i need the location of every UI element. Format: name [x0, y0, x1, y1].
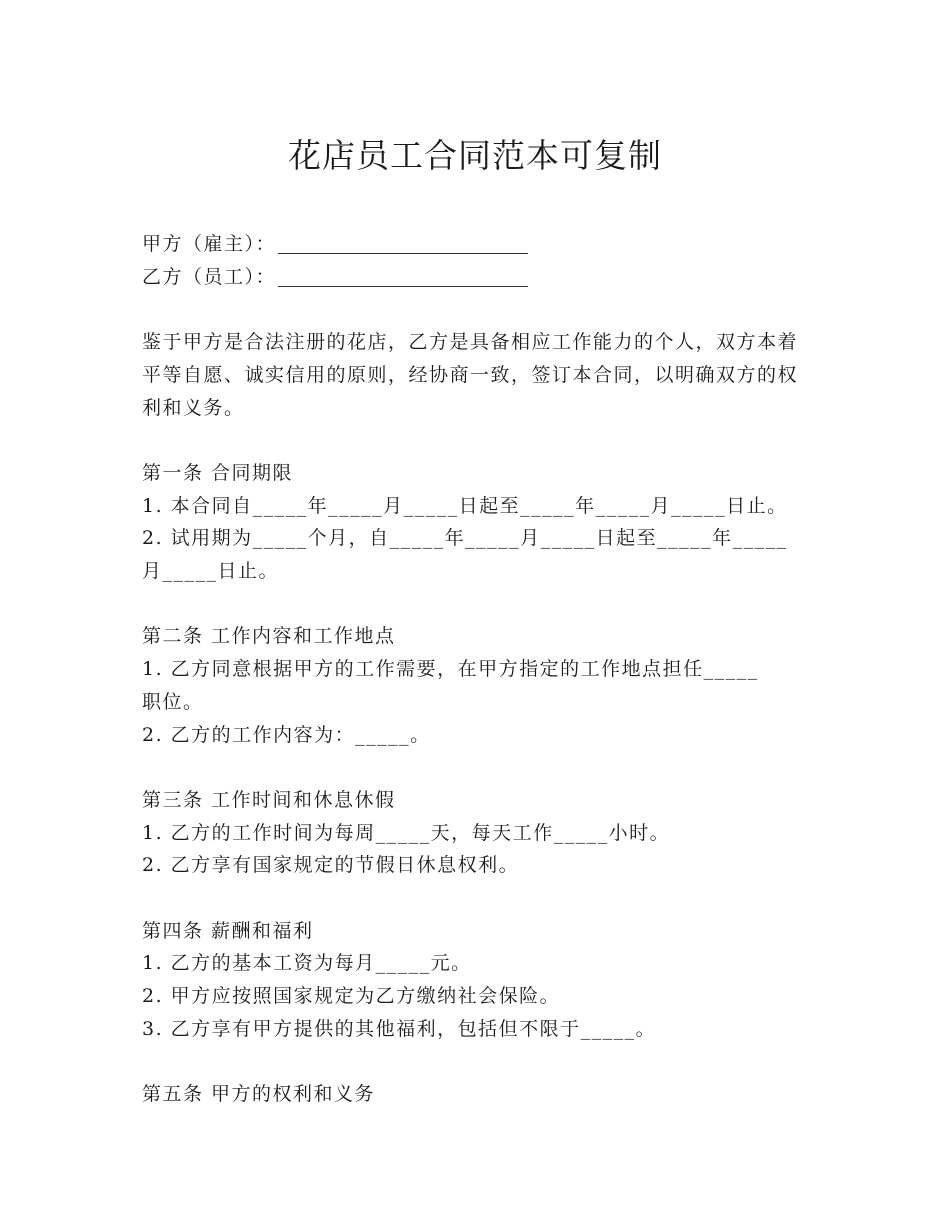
spacer — [142, 588, 810, 621]
party-a-blank — [278, 233, 528, 254]
clause-line: 月_____日止。 — [142, 560, 280, 582]
clause-line: 2. 甲方应按照国家规定为乙方缴纳社会保险。 — [142, 985, 561, 1008]
spacer — [142, 882, 810, 915]
document-title: 花店员工合同范本可复制 — [288, 136, 662, 175]
section-heading: 第一条 合同期限 — [142, 461, 294, 484]
clause-line: 1. 乙方的基本工资为每月_____元。 — [142, 952, 472, 975]
spacer — [142, 424, 810, 457]
clause-line: 2. 试用期为_____个月，自_____年_____月_____日起至_____年_____ — [142, 527, 788, 550]
clause-line: 3. 乙方享有甲方提供的其他福利，包括但不限于_____。 — [142, 1017, 657, 1040]
party-a-label: 甲方（雇主）： — [142, 233, 277, 255]
party-a-line — [142, 228, 810, 261]
party-b-label: 乙方（员工）： — [142, 265, 277, 288]
party-b-line — [142, 261, 810, 294]
preamble-paragraph: 鉴于甲方是合法注册的花店，乙方是具备相应工作能力的个人，双方本着平等自愿、诚实信用的原则，经协商一致，签订本合同，以明确双方的权利和义务。 — [142, 331, 799, 419]
clause-line: 1. 乙方的工作时间为每周_____天，每天工作_____小时。 — [142, 821, 671, 844]
spacer — [142, 751, 810, 784]
document-body — [142, 228, 810, 1111]
clause-line: 职位。 — [142, 690, 204, 713]
section-heading: 第三条 工作时间和休息休假 — [142, 788, 396, 811]
clause-line: 1. 乙方同意根据甲方的工作需要，在甲方指定的工作地点担任_____ — [142, 658, 759, 681]
spacer — [142, 293, 810, 326]
clause-line: 2. 乙方享有国家规定的节假日休息权利。 — [142, 854, 520, 877]
clause-line: 2. 乙方的工作内容为：_____。 — [142, 723, 431, 746]
section-heading: 第二条 工作内容和工作地点 — [142, 625, 396, 648]
spacer — [142, 1046, 810, 1079]
clause-line: 1. 本合同自_____年_____月_____日起至_____年_____月_____日止。 — [142, 494, 788, 517]
party-b-blank — [278, 266, 528, 287]
section-heading: 第四条 薪酬和福利 — [142, 919, 314, 942]
section-heading: 第五条 甲方的权利和义务 — [142, 1083, 376, 1106]
